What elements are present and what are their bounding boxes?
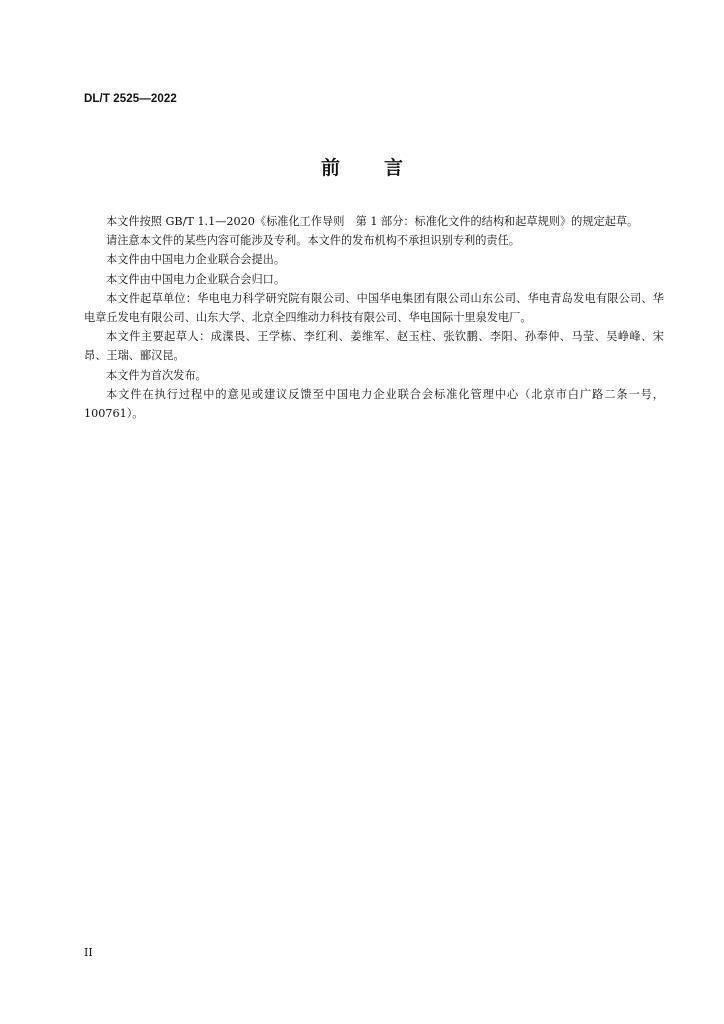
paragraph-administered-by: 本文件由中国电力企业联合会归口。 bbox=[106, 272, 286, 286]
paragraph-drafters: 本文件主要起草人：成渫畏、王学栋、李红利、姜维军、赵玉柱、张钦鹏、李阳、孙奉仲、马莹、吴峥峰、宋昂、王瑞、郦汉昆。 bbox=[84, 330, 664, 363]
paragraph-first-release: 本文件为首次发布。 bbox=[106, 368, 207, 382]
paragraph-proposed-by: 本文件由中国电力企业联合会提出。 bbox=[106, 253, 286, 267]
paragraph-drafting-units: 本文件起草单位：华电电力科学研究院有限公司、中国华电集团有限公司山东公司、华电青岛发电有限公司、华电章丘发电有限公司、山东大学、北京全四维动力科技有限公司、华电国际十里泉发电厂。 bbox=[84, 291, 664, 325]
paragraph-feedback: 本文件在执行过程中的意见或建议反馈至中国电力企业联合会标准化管理中心（北京市白广路二条一号，100761）。 bbox=[84, 387, 664, 421]
paragraph-drafting-rules: 本文件按照 GB/T 1.1—2020《标准化工作导则 第 1 部分：标准化文件的结构和起草规则》的规定起草。 bbox=[106, 215, 639, 228]
document-code: DL/T 2525—2022 bbox=[84, 93, 177, 105]
paragraph-patent-notice: 请注意本文件的某些内容可能涉及专利。本文件的发布机构不承担识别专利的责任。 bbox=[106, 234, 520, 248]
page-title: 前言 bbox=[320, 157, 447, 179]
page-number: II bbox=[84, 946, 93, 959]
foreword-body bbox=[84, 212, 664, 423]
